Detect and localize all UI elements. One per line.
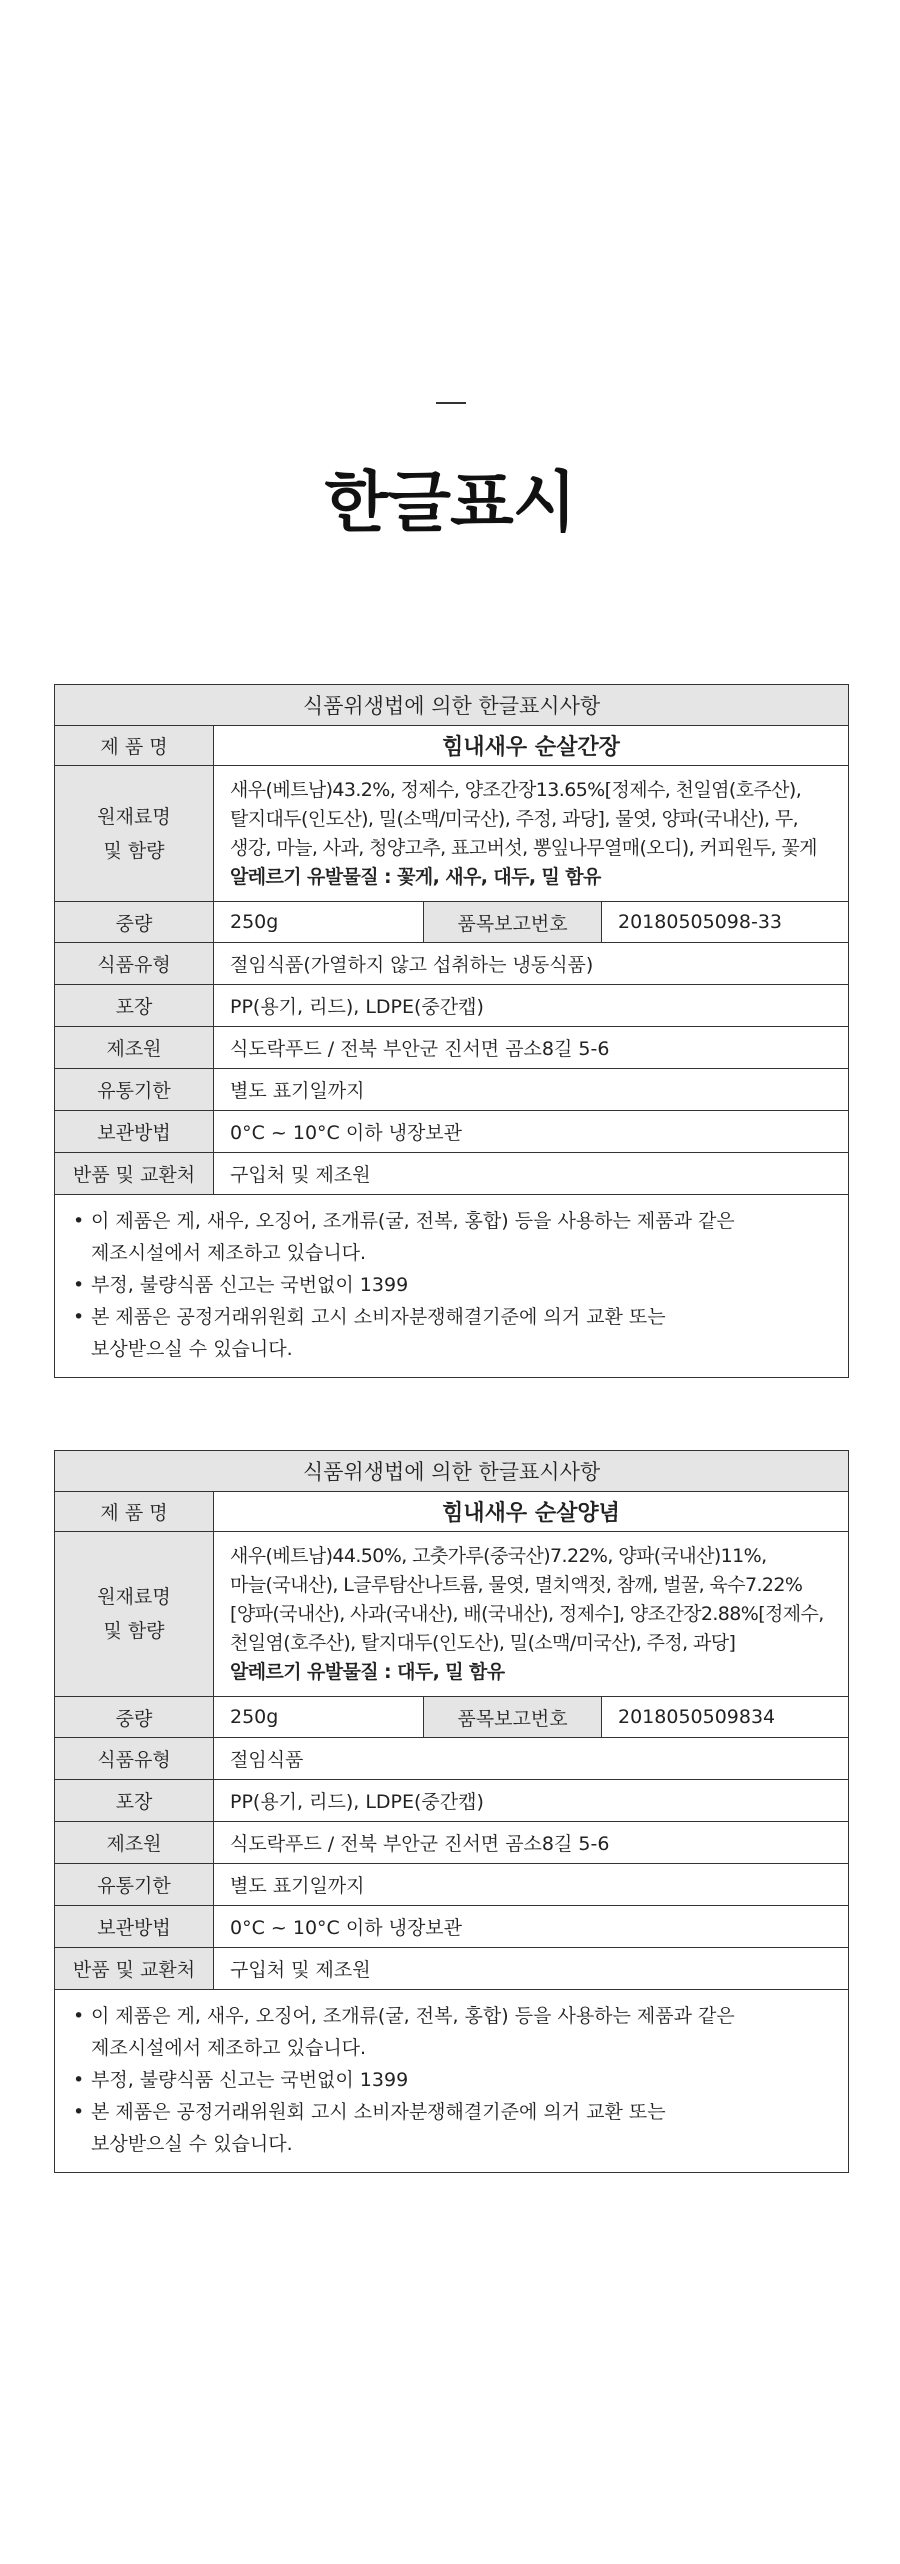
manufacturer-value: 식도락푸드 / 전북 부안군 진서면 곰소8길 5-6 xyxy=(214,1027,849,1069)
label-table-soy xyxy=(54,684,849,1378)
note-text: 부정, 불량식품 신고는 국번없이 1399 xyxy=(91,2069,409,2091)
note-item xyxy=(71,2096,848,2160)
note-text: 제조시설에서 제조하고 있습니다. xyxy=(91,1242,367,1264)
note-item xyxy=(71,2000,848,2064)
return-value: 구입처 및 제조원 xyxy=(214,1948,849,1990)
return-label: 반품 및 교환처 xyxy=(55,1948,214,1990)
ingredients-label-line-1: 원재료명 xyxy=(97,805,171,828)
title-dash-divider xyxy=(436,402,466,404)
note-text: 부정, 불량식품 신고는 국번없이 1399 xyxy=(91,1274,409,1296)
manufacturer-value: 식도락푸드 / 전북 부안군 진서면 곰소8길 5-6 xyxy=(214,1822,849,1864)
label-table-seasoned xyxy=(54,1450,849,2173)
ingredients-value xyxy=(214,766,849,902)
expiry-value: 별도 표기일까지 xyxy=(214,1864,849,1906)
report-no-value: 20180505098-33 xyxy=(602,902,849,943)
ingredients-line: 탈지대두(인도산), 밀(소맥/미국산), 주정, 과당], 물엿, 양파(국내산), 무, xyxy=(230,807,799,830)
ingredients-value xyxy=(214,1532,849,1697)
notes xyxy=(55,1990,849,2173)
manufacturer-label: 제조원 xyxy=(55,1822,214,1864)
note-text: 보상받으실 수 있습니다. xyxy=(91,2133,293,2155)
note-text: 이 제품은 게, 새우, 오징어, 조개류(굴, 전복, 홍합) 등을 사용하는 제품과 같은 xyxy=(91,1210,735,1232)
ingredients-label xyxy=(55,1532,214,1697)
return-label: 반품 및 교환처 xyxy=(55,1153,214,1195)
note-item xyxy=(71,1269,848,1301)
storage-value: 0°C ~ 10°C 이하 냉장보관 xyxy=(214,1906,849,1948)
page-title: 한글표시 xyxy=(324,464,576,541)
food-type-value: 절임식품(가열하지 않고 섭취하는 냉동식품) xyxy=(214,943,849,985)
weight-label: 중량 xyxy=(55,1697,214,1738)
packaging-label: 포장 xyxy=(55,1780,214,1822)
report-no-label: 품목보고번호 xyxy=(424,902,602,943)
note-item xyxy=(71,1205,848,1269)
notes xyxy=(55,1195,849,1378)
ingredients-label-line-2: 및 함량 xyxy=(103,1620,165,1642)
expiry-label: 유통기한 xyxy=(55,1069,214,1111)
packaging-label: 포장 xyxy=(55,985,214,1027)
ingredients-label-line-2: 및 함량 xyxy=(103,839,165,862)
label-header: 식품위생법에 의한 한글표시사항 xyxy=(55,685,849,726)
ingredients-line: 마늘(국내산), L글루탐산나트륨, 물엿, 멸치액젓, 참깨, 벌꿀, 육수7.22% xyxy=(230,1573,803,1596)
ingredients-line: 새우(베트남)44.50%, 고춧가루(중국산)7.22%, 양파(국내산)11%, xyxy=(230,1544,767,1567)
packaging-value: PP(용기, 리드), LDPE(중간캡) xyxy=(214,985,849,1027)
storage-value: 0°C ~ 10°C 이하 냉장보관 xyxy=(214,1111,849,1153)
ingredients-line: 새우(베트남)43.2%, 정제수, 양조간장13.65%[정제수, 천일염(호주산), xyxy=(230,778,802,801)
weight-value: 250g xyxy=(214,1697,424,1738)
ingredients-label-line-1: 원재료명 xyxy=(97,1586,171,1608)
return-value: 구입처 및 제조원 xyxy=(214,1153,849,1195)
note-item xyxy=(71,1301,848,1365)
expiry-label: 유통기한 xyxy=(55,1864,214,1906)
ingredients-line: 천일염(호주산), 탈지대두(인도산), 밀(소맥/미국산), 주정, 과당] xyxy=(230,1631,736,1654)
allergy-info: 알레르기 유발물질 : 꽃게, 새우, 대두, 밀 함유 xyxy=(230,865,601,888)
food-type-value: 절임식품 xyxy=(214,1738,849,1780)
packaging-value: PP(용기, 리드), LDPE(중간캡) xyxy=(214,1780,849,1822)
ingredients-label xyxy=(55,766,214,902)
note-text: 본 제품은 공정거래위원회 고시 소비자분쟁해결기준에 의거 교환 또는 xyxy=(91,1306,666,1328)
note-text: 이 제품은 게, 새우, 오징어, 조개류(굴, 전복, 홍합) 등을 사용하는 제품과 같은 xyxy=(91,2005,735,2027)
note-text: 보상받으실 수 있습니다. xyxy=(91,1338,293,1360)
product-name: 힘내새우 순살간장 xyxy=(214,726,849,766)
food-type-label: 식품유형 xyxy=(55,943,214,985)
ingredients-line: 생강, 마늘, 사과, 청양고추, 표고버섯, 뽕잎나무열매(오디), 커피원두, 꽃게 xyxy=(230,836,817,859)
product-name-label: 제 품 명 xyxy=(55,726,214,766)
note-item xyxy=(71,2064,848,2096)
allergy-info: 알레르기 유발물질 : 대두, 밀 함유 xyxy=(230,1660,505,1683)
label-header: 식품위생법에 의한 한글표시사항 xyxy=(55,1451,849,1492)
manufacturer-label: 제조원 xyxy=(55,1027,214,1069)
note-text: 본 제품은 공정거래위원회 고시 소비자분쟁해결기준에 의거 교환 또는 xyxy=(91,2101,666,2123)
report-no-label: 품목보고번호 xyxy=(424,1697,602,1738)
storage-label: 보관방법 xyxy=(55,1906,214,1948)
weight-label: 중량 xyxy=(55,902,214,943)
expiry-value: 별도 표기일까지 xyxy=(214,1069,849,1111)
product-name: 힘내새우 순살양념 xyxy=(214,1492,849,1532)
product-name-label: 제 품 명 xyxy=(55,1492,214,1532)
note-text: 제조시설에서 제조하고 있습니다. xyxy=(91,2037,367,2059)
weight-value: 250g xyxy=(214,902,424,943)
report-no-value: 2018050509834 xyxy=(602,1697,849,1738)
food-type-label: 식품유형 xyxy=(55,1738,214,1780)
ingredients-line: [양파(국내산), 사과(국내산), 배(국내산), 정제수], 양조간장2.88%[정제수, xyxy=(230,1602,824,1625)
storage-label: 보관방법 xyxy=(55,1111,214,1153)
